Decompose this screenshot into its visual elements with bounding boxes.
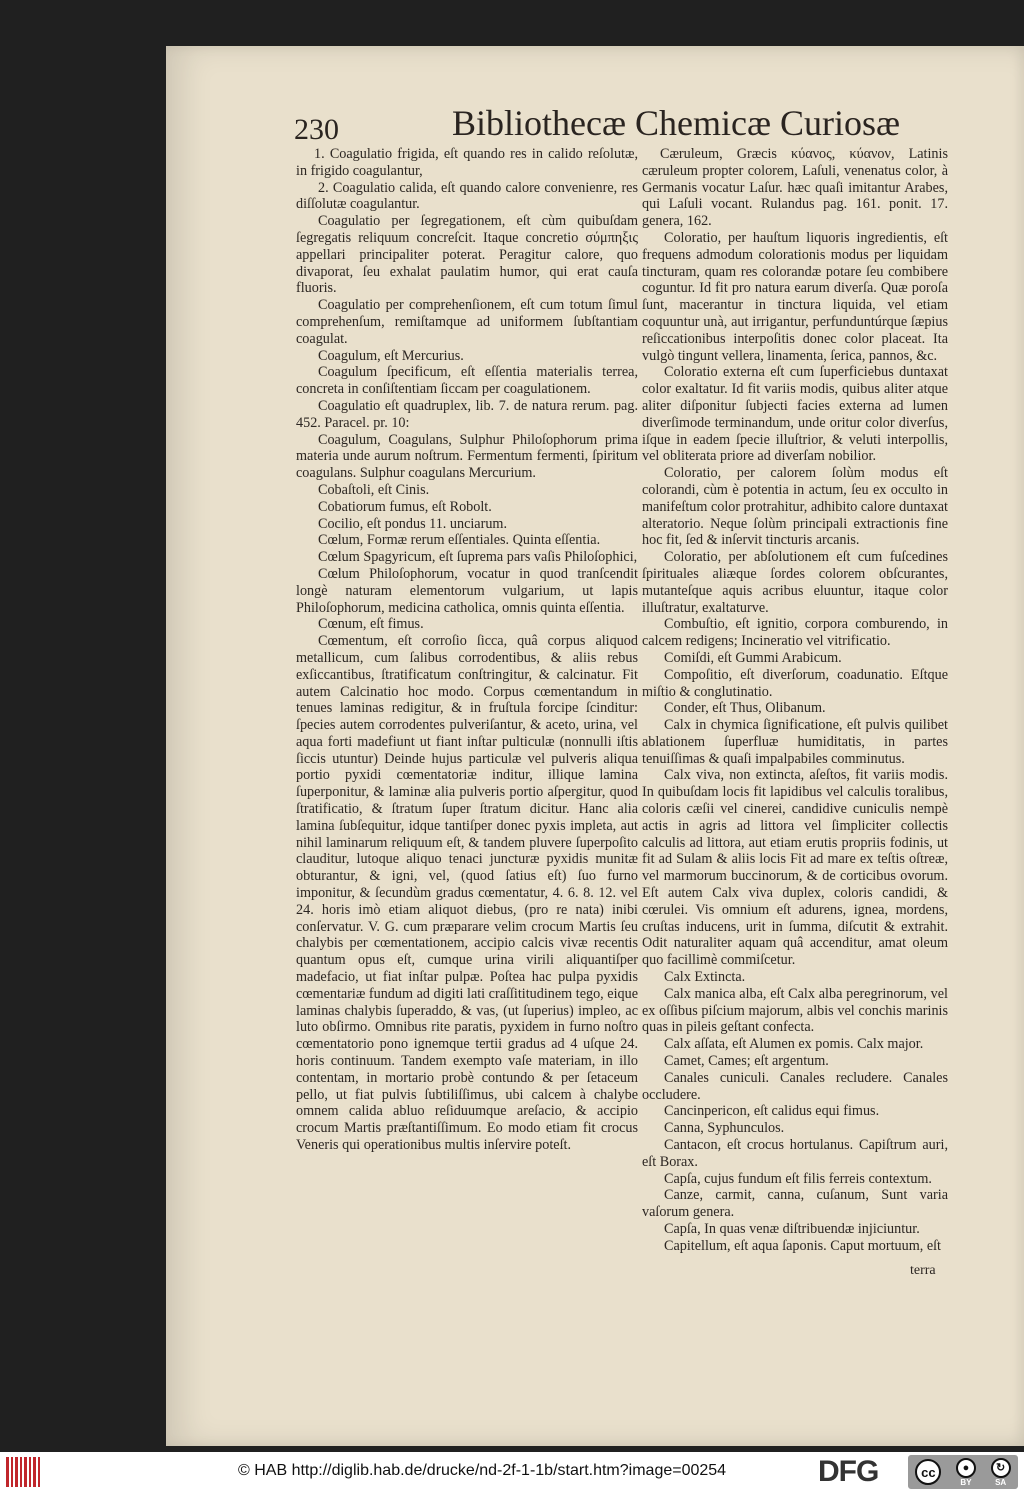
entry-paragraph: Canze, carmit, canna, cuſanum, Sunt varia vaſorum genera. (642, 1187, 948, 1221)
sa-share-alike (991, 1458, 1011, 1487)
entry-paragraph: Coagulatio per ſegregationem, eſt cùm quibuſdam ſegregatis reliquum concreſcit. Itaque concretio σύμπηξις appellari principaliter poterat. Peragitur calore, quo divaporat, ſeu exhalat paulatim humor, qui erat cauſa fluoris. (296, 213, 638, 297)
entry-paragraph: 1. Coagulatio frigida, eſt quando res in calido reſolutæ, in frigido coagulantur, (296, 146, 638, 179)
by-attribution (956, 1458, 976, 1487)
entry-paragraph: Cœlum, Formæ rerum eſſentiales. Quinta eſſentia. (318, 532, 601, 549)
entry-paragraph: Canna, Syphunculos. (664, 1120, 785, 1137)
share-alike-icon: ↻ (991, 1458, 1011, 1478)
entry-paragraph: Camet, Cames; eſt argentum. (664, 1053, 829, 1070)
entry-paragraph: Canales cuniculi. Canales recludere. Canales occludere. (642, 1069, 948, 1103)
entry-paragraph: Cancinpericon, eſt calidus equi fimus. (664, 1103, 880, 1120)
entry-paragraph: Cantacon, eſt crocus hortulanus. Capiſtrum auri, eſt Borax. (642, 1137, 948, 1170)
entry-paragraph: Cobaſtoli, eſt Cinis. (318, 481, 430, 498)
entry-paragraph: Capſa, cujus fundum eſt filis ferreis contextum. (664, 1170, 932, 1187)
entry-paragraph: Coagulum, Coagulans, Sulphur Philoſophorum prima materia unde aurum noſtrum. Fermentum fermenti, ſpiritum coagulans. Sulphur coagulans Mercurium. (296, 431, 638, 482)
by-label: BY (960, 1477, 972, 1487)
entry-paragraph: Coloratio, per calorem ſolùm modus eſt colorandi, cùm è potentia in actum, ſeu ex occulto in manifeſtum color protrahitur, adhibito calore duntaxat alteratorio. Neque ſolùm principali extractionis fine hoc fit, ſed & inſervit tincturis arcanis. (642, 465, 948, 549)
entry-paragraph: Compoſitio, eſt diverſorum, coadunatio. Eſtque miſtio & conglutinatio. (642, 666, 948, 700)
entry-paragraph: Coloratio externa eſt cum ſuperficiebus duntaxat color exaltatur. Id fit variis modis, quibus aliter atque aliter diſponitur ſubjecti facies externa ad lumen diverſimode terminandum, unde oritur color diverſus, iſque in eadem ſpecie illuſtrior, & veluti interpollis, vel obliterata priore ad diverſam nobilior. (642, 364, 948, 465)
entry-paragraph: Calx in chymica ſignificatione, eſt pulvis quilibet ablationem ſuperfluæ humiditatis, in partes tenuiſſimas & quaſi impalpabiles comminutus. (642, 717, 948, 767)
sa-label: SA (995, 1477, 1007, 1487)
entry-paragraph: Calx aſſata, eſt Alumen ex pomis. Calx major. (664, 1036, 924, 1053)
running-title: Bibliothecæ Chemicæ Curiosæ (452, 103, 900, 143)
entry-paragraph: Conder, eſt Thus, Olibanum. (664, 700, 826, 717)
entry-paragraph: Calx manica alba, eſt Calx alba peregrinorum, vel ex oſſibus piſcium majorum, albis vel conchis marinis quas in pileis geſtant confecta. (642, 985, 948, 1036)
entry-paragraph: Cœlum Spagyricum, eſt ſuprema pars vaſis Philoſophici, (318, 549, 638, 566)
left-column (296, 146, 638, 1266)
entry-paragraph: Coloratio, per hauſtum liquoris ingredientis, eſt frequens admodum colorationis modus per liquidam tincturam, quam res colorandæ potare ſeu combibere coguntur. Id fit pro natura earum diverſa. Quæ poroſa ſunt, macerantur in tinctura liquida, vel etiam coquuntur unà, aut irrigantur, perfunduntúrque ſæpius reſiccationibus interpoſitis donec color placeat. Ita vulgò tingunt vellera, linamenta, ſerica, pannos, &c. (642, 229, 948, 364)
entry-paragraph: Coagulum ſpecificum, eſt eſſentia materialis terrea, concreta in conſiſtentiam ſiccam per coagulationem. (296, 364, 638, 398)
entry-paragraph: Combuſtio, eſt ignitio, corpora comburendo, in calcem redigens; Incineratio vel vitrificatio. (642, 616, 948, 650)
dfg-logo: DFG (818, 1455, 879, 1488)
entry-paragraph: Coagulatio eſt quadruplex, lib. 7. de natura rerum. pag. 452. Paracel. pr. 10: (296, 397, 638, 431)
entry-paragraph: 2. Coagulatio calida, eſt quando calore convenienre, res diſſolutæ coagulantur. (296, 179, 638, 213)
library-barcode-icon (6, 1457, 40, 1487)
entry-paragraph: Capitellum, eſt aqua ſaponis. Caput mortuum, eſt (664, 1237, 942, 1254)
entry-paragraph: Calx Extincta. (664, 969, 746, 986)
entry-paragraph: Cœlum Philoſophorum, vocatur in quod tranſcendit longè naturam elementorum vulgarium, ut lapis Philoſophorum, medicina catholica, omnis quinta eſſentia. (296, 565, 638, 616)
entry-paragraph: Cæruleum, Græcis κύανος, κύανον, Latinis cæruleum propter colorem, Laſuli, venenatus color, à Germanis vocatur Laſur. hæc quaſi imitantur Arabes, qui Laſuli vocant. Rulandus pag. 161. ponit. 17. genera, 162. (642, 146, 948, 230)
page-number: 230 (294, 113, 339, 146)
footer-credit-link[interactable]: © HAB http://diglib.hab.de/drucke/nd-2f-1-1b/start.htm?image=00254 (238, 1462, 727, 1479)
entry-paragraph: Comiſdi, eſt Gummi Arabicum. (664, 649, 842, 666)
entry-paragraph: Coloratio, per abſolutionem eſt cum fuſcedines ſpirituales aliæque ſordes colorem obſcurantes, mutanteſque aquis acribus eluuntur, itaque color illuſtratur, exaltaturve. (642, 549, 948, 616)
entry-paragraph: Capſa, In quas venæ diſtribuendæ injiciuntur. (664, 1221, 920, 1237)
book-page (166, 46, 1024, 1446)
entry-paragraph: Cocilio, eſt pondus 11. unciarum. (318, 515, 508, 532)
catchword: terra (910, 1263, 936, 1278)
entry-paragraph: Cœnum, eſt fimus. (318, 616, 424, 633)
person-icon: ● (956, 1458, 976, 1478)
cc-license-badge[interactable] (908, 1455, 1018, 1489)
cc-icon: cc (915, 1459, 941, 1485)
entry-paragraph: Cœmentum, eſt corroſio ſicca, quâ corpus aliquod metallicum, cum ſalibus corrodentibus, & aliis rebus exſiccantibus, ſtratificatum conſtringitur, & calcinatur. Fit autem Calcinatio hoc modo. Corpus cœmentandum in tenues laminas redigitur, & in fruſtula forcipe ſcinditur: ſpecies autem corrodentes pulveriſantur, & aceto, urina, vel aqua forti madefiunt ut fiant inſtar pulticulæ (nonnulli iſtis ſiccis utuntur) Deinde hujus particulæ vel pulveris aliqua portio pyxidi cœmentatoriæ inditur, illique lamina ſuperponitur, & laminæ alia pulveris portio aſpergitur, quod ſtratificatio, & ſtratum ſuper ſtratum dicitur. Hanc alia lamina ſubſequitur, idque tantiſper donec pyxis impleta, aut nihil laminarum reliquum eſt, & tandem pluvere ſuperpoſito clauditur, lutoque aliquo tenaci juncturæ pyxidis munitæ obturantur, & igni, vel, (quod ſatius eſt) ſuo furno imponitur, & ſecundùm gradus cœmentatur, 4. 6. 8. 12. vel 24. horis imò etiam aliquot diebus, (pro re nata) inibi conſervatur. V. G. cum præparare velim crocum Martis ſeu chalybis per cœmentationem, accipio calcis vivæ recentis quantum opus eſt, cumque urina virili aliquantiſper madefacio, ut fiat inſtar pulpæ. Poſtea hac pulpa pyxidis cœmentariæ fundum ad digiti lati craſſititudinem tego, eique laminas chalybis ſuperaddo, & vas, (ut ſuperius) impleo, ac luto obſirmo. Omnibus rite paratis, pyxidem in furno noſtro cœmentatorio pono ignemque tertii gradus ad 4 uſque 24. horis continuum. Tandem exempto vaſe materiam, in illo contentam, in mortario probè contundo & per ſetaceum pello, ut fiat pulvis ſubtiliſſimus, ubi calcem à chalybe omnem calida abluo reſiduumque areſacio, & accipio crocum Martis præſtantiſſimum. Eo modo etiam fit crocus Veneris qui operationibus multis inſervire poteſt. (296, 633, 638, 1154)
entry-paragraph: Coagulum, eſt Mercurius. (318, 347, 464, 364)
entry-paragraph: Coagulatio per comprehenſionem, eſt cum totum ſimul comprehenſum, remiſtamque ad uniformem ſubſtantiam coagulat. (296, 297, 638, 347)
entry-paragraph: Cobatiorum fumus, eſt Robolt. (318, 498, 492, 515)
right-column (642, 146, 948, 1272)
entry-paragraph: Calx viva, non extincta, aſeſtos, fit variis modis. In quibuſdam locis fit lapidibus vel calculis toralibus, coloris cæſii vel cinerei, candidive cuniculis nempè actis in agris ad littora vel ſimpliciter collectis calculis ad littora, aut etiam erutis propriis fodinis, ut fit ad Sulam & aliis locis Fit ad mare ex teſtis oſtreæ, vel marmorum buccinorum, & de corticibus ovorum. Eſt autem Calx viva duplex, coloris candidi, & cœrulei. Vis omnium eſt adurens, ignea, mordens, cruſtas inducens, urit in ſumma, diſcutit & extrahit. Odit naturaliter aquam quâ accenditur, amat oleum quo facillimè commiſcetur. (642, 767, 948, 969)
